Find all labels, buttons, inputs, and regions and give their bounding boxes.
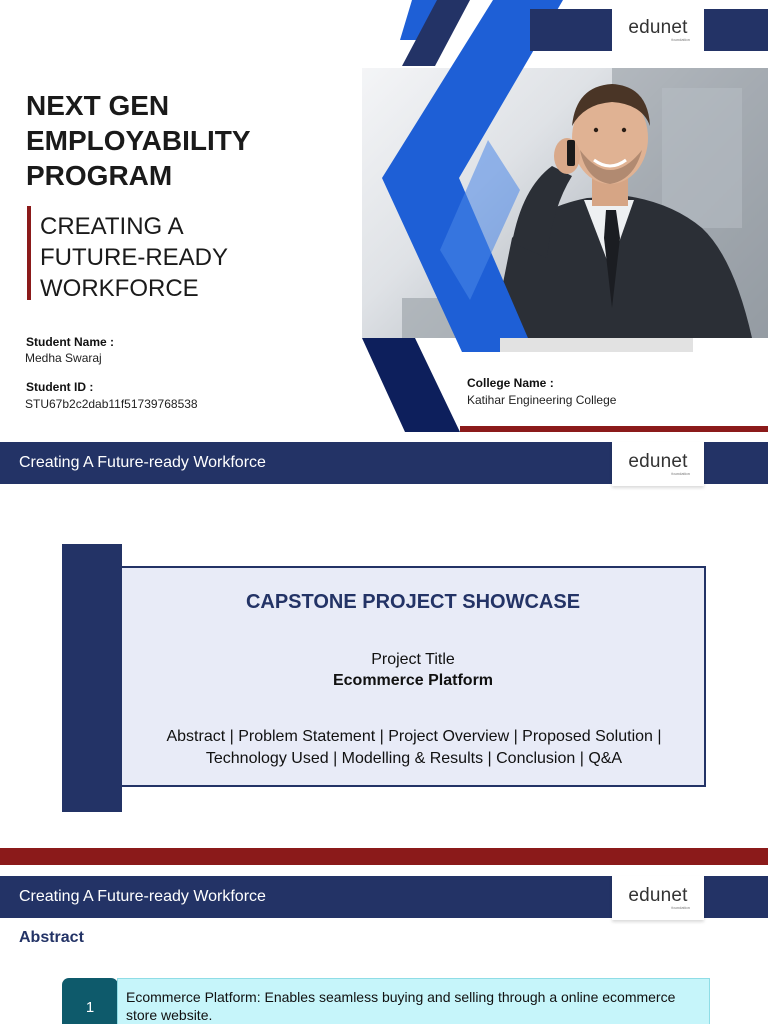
edunet-logo — [612, 876, 704, 920]
college-name-label: College Name : — [467, 376, 554, 390]
title-slide — [0, 0, 768, 432]
slide-header-bar — [0, 876, 768, 918]
student-name-value: Medha Swaraj — [25, 351, 102, 365]
logo-word: edunet — [628, 885, 688, 906]
college-name-value: Katihar Engineering College — [467, 393, 617, 407]
slide-divider-band — [0, 848, 768, 865]
student-name-label: Student Name : — [26, 335, 115, 349]
card-accent-block — [62, 544, 122, 812]
agenda-line: Technology Used | Modelling & Results | Conclusion | Q&A — [205, 750, 623, 767]
logo-word: edunet — [628, 17, 688, 38]
subtitle-line: CREATING A — [40, 213, 184, 240]
slide-header-bar — [0, 442, 768, 484]
edunet-logo — [612, 9, 704, 51]
list-item: Ecommerce Platform: Enables seamless buying and selling through a online ecommerce store website. — [117, 978, 710, 1024]
student-id-value: STU67b2c2dab11f51739768538 — [25, 397, 198, 411]
showcase-slide — [0, 442, 768, 842]
subtitle-line: FUTURE-READY — [40, 244, 229, 271]
student-id-label: Student ID : — [26, 380, 94, 394]
title-line: EMPLOYABILITY — [26, 125, 251, 156]
logo-word: edunet — [628, 451, 688, 472]
program-title — [26, 88, 356, 193]
logo-sub: foundation — [671, 471, 690, 476]
logo-sub: foundation — [671, 905, 690, 910]
title-line: NEXT GEN — [26, 90, 170, 121]
title-line: PROGRAM — [26, 160, 173, 191]
project-title-label: Project Title — [371, 651, 455, 668]
slide-header-title: Creating A Future-ready Workforce — [19, 454, 266, 471]
subtitle-accent-bar — [27, 206, 31, 300]
gray-accent-bar — [500, 338, 693, 352]
program-subtitle — [40, 211, 340, 304]
showcase-title: CAPSTONE PROJECT SHOWCASE — [245, 591, 581, 613]
project-title-value: Ecommerce Platform — [332, 672, 494, 689]
abstract-slide — [0, 874, 768, 1024]
item-number-badge: 1 — [62, 978, 118, 1024]
agenda-list — [132, 726, 696, 770]
edunet-logo — [612, 442, 704, 486]
subtitle-line: WORKFORCE — [40, 275, 199, 302]
slide-header-title: Creating A Future-ready Workforce — [19, 888, 266, 905]
red-accent-line — [460, 426, 768, 432]
showcase-card — [122, 566, 706, 787]
section-title: Abstract — [19, 929, 84, 946]
logo-sub: foundation — [671, 37, 690, 42]
agenda-line: Abstract | Problem Statement | Project Overview | Proposed Solution | — [166, 728, 662, 745]
